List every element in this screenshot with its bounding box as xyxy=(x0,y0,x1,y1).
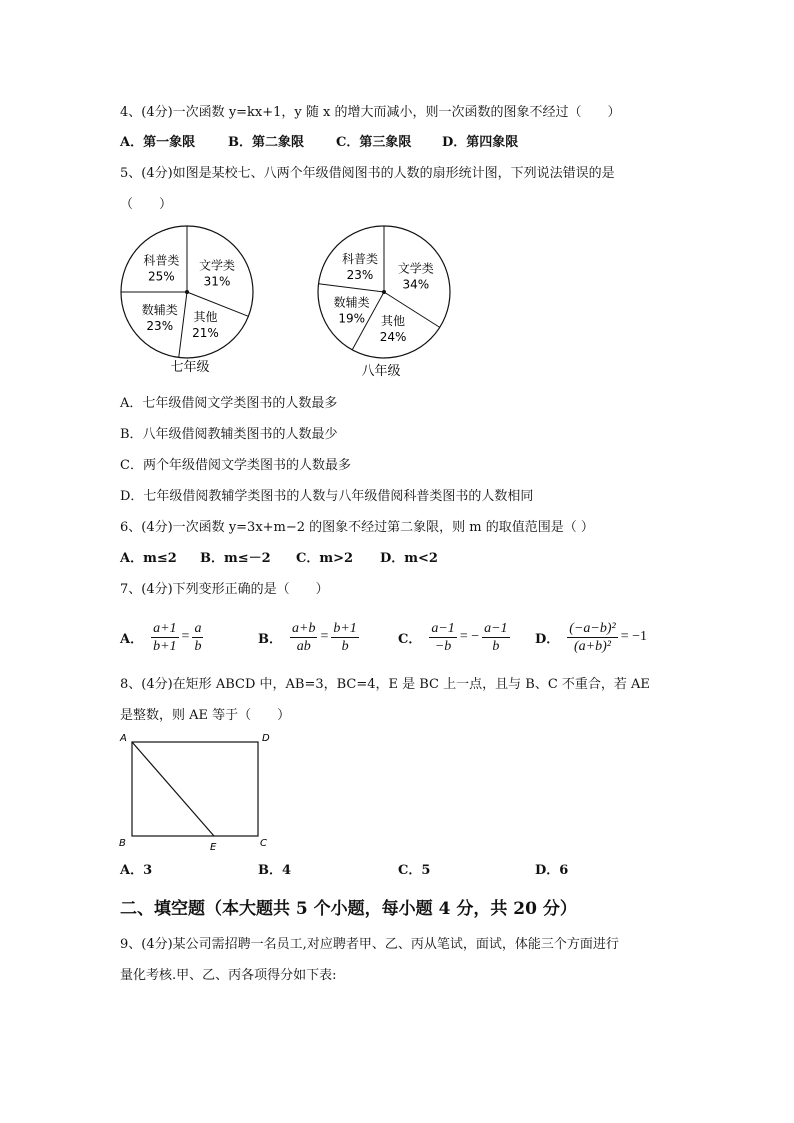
fraction xyxy=(567,620,617,655)
q5-stem-line1: 5、(4分)如图是某校七、八两个年级借阅图书的人数的扇形统计图，下列说法错误的是 xyxy=(120,166,615,181)
q5-stem-line2: （ ） xyxy=(120,197,173,212)
denominator: b xyxy=(492,638,500,654)
q8-option-d: D．6 xyxy=(535,863,569,878)
slice-value-other: 24% xyxy=(379,330,407,345)
q4-option-a: A．第一象限 xyxy=(120,135,196,150)
q5-option-c: C．两个年级借阅文学类图书的人数最多 xyxy=(120,458,351,473)
pie-center-dot xyxy=(382,290,386,294)
equals-sign: = xyxy=(181,629,190,644)
point-label-c: C xyxy=(260,838,267,849)
section-heading: 二、填空题（本大题共 5 个小题，每小题 4 分，共 20 分） xyxy=(120,899,577,919)
fraction xyxy=(192,620,203,655)
q7-options xyxy=(120,616,680,658)
numerator: a xyxy=(194,620,202,636)
pie-chart-grade7 xyxy=(121,226,253,375)
point-label-e: E xyxy=(210,842,217,852)
q4-option-d: D．第四象限 xyxy=(442,135,519,150)
slice-label-tutoring: 数辅类 xyxy=(141,303,178,318)
q5-option-a: A．七年级借阅文学类图书的人数最多 xyxy=(120,396,338,411)
q8-option-c: C．5 xyxy=(398,863,431,878)
slice-value-other: 21% xyxy=(192,326,219,341)
fraction xyxy=(331,620,358,655)
denominator: ab xyxy=(296,638,311,654)
numerator: a+b xyxy=(292,620,316,636)
equals-sign: = −1 xyxy=(620,629,647,644)
pie-charts xyxy=(0,222,794,392)
denominator: b xyxy=(194,638,202,654)
slice-label-literature: 文学类 xyxy=(199,258,236,273)
q8-stem-line1: 8、(4分)在矩形 ABCD 中，AB=3，BC=4，E 是 BC 上一点，且与 B、C 不重合，若 AE xyxy=(120,677,650,692)
q6-stem: 6、(4分)一次函数 y=3x+m−2 的图象不经过第二象限，则 m 的取值范围是（ ） xyxy=(120,520,594,535)
q6-options xyxy=(120,550,520,568)
point-label-a: A xyxy=(120,733,127,744)
q7-label-d: D． xyxy=(535,631,560,647)
slice-value-tutoring: 19% xyxy=(338,311,365,326)
slice-value-literature: 31% xyxy=(203,274,231,289)
q7-option-c xyxy=(398,616,510,658)
q6-option-a: A．m≤2 xyxy=(120,551,177,566)
q8-option-a: A．3 xyxy=(120,863,153,878)
equals-sign: = − xyxy=(459,629,480,644)
slice-value-literature: 34% xyxy=(402,277,430,292)
q8-stem-line2: 是整数，则 AE 等于（ ） xyxy=(120,708,291,723)
slice-label-other: 其他 xyxy=(381,314,406,329)
rectangle-abcd xyxy=(132,742,258,836)
segment-ae xyxy=(132,742,214,836)
pie-chart-grade8 xyxy=(318,226,450,379)
denominator: −b xyxy=(434,638,452,654)
slice-label-tutoring: 数辅类 xyxy=(333,295,370,310)
numerator: a−1 xyxy=(484,620,508,636)
q5-option-d: D．七年级借阅教辅学类图书的人数与八年级借阅科普类图书的人数相同 xyxy=(120,489,534,504)
fraction xyxy=(151,620,178,655)
q7-label-c: C． xyxy=(398,631,422,647)
slice-label-literature: 文学类 xyxy=(397,261,434,276)
denominator: b+1 xyxy=(153,638,177,654)
pie-center-dot xyxy=(185,290,189,294)
q7-option-b xyxy=(258,616,359,658)
slice-label-other: 其他 xyxy=(193,310,218,325)
q7-option-a xyxy=(120,616,203,658)
q7-option-d xyxy=(535,616,650,658)
point-label-b: B xyxy=(119,838,126,849)
q6-option-d: D．m<2 xyxy=(380,551,438,566)
slice-value-tutoring: 23% xyxy=(146,319,174,334)
q4-option-b: B．第二象限 xyxy=(228,135,304,150)
q6-option-c: C．m>2 xyxy=(296,551,354,566)
rectangle-diagram xyxy=(110,730,290,852)
q4-stem: 4、(4分)一次函数 y=kx+1，y 随 x 的增大而减小，则一次函数的图象不经过（ ） xyxy=(120,105,621,120)
q7-stem: 7、(4分)下列变形正确的是（ ） xyxy=(120,582,329,597)
fraction xyxy=(429,620,456,655)
slice-value-science: 23% xyxy=(346,267,374,282)
q7-label-a: A． xyxy=(120,631,144,647)
fraction xyxy=(290,620,317,655)
q7-label-b: B． xyxy=(258,631,282,647)
slice-label-science: 科普类 xyxy=(143,253,180,268)
q8-option-b: B．4 xyxy=(258,863,292,878)
numerator: b+1 xyxy=(333,620,357,636)
numerator: (−a−b)² xyxy=(569,620,616,636)
equals-sign: = xyxy=(320,629,329,644)
pie-title: 八年级 xyxy=(361,364,401,379)
slice-label-science: 科普类 xyxy=(341,251,379,266)
q4-options xyxy=(120,134,680,152)
q5-option-b: B．八年级借阅教辅类图书的人数最少 xyxy=(120,427,338,442)
denominator: b xyxy=(341,638,349,654)
q9-stem-line2: 量化考核.甲、乙、丙各项得分如下表: xyxy=(120,968,337,983)
q4-option-c: C．第三象限 xyxy=(336,135,412,150)
numerator: a+1 xyxy=(153,620,177,636)
q6-option-b: B．m≤－2 xyxy=(200,551,271,566)
pie-title: 七年级 xyxy=(170,360,210,375)
q9-stem-line1: 9、(4分)某公司需招聘一名员工,对应聘者甲、乙、丙从笔试，面试，体能三个方面进行 xyxy=(120,937,619,952)
q8-options xyxy=(120,862,680,880)
point-label-d: D xyxy=(262,733,270,744)
numerator: a−1 xyxy=(431,620,455,636)
denominator: (a+b)² xyxy=(574,638,611,654)
fraction xyxy=(482,620,509,655)
slice-value-science: 25% xyxy=(147,269,175,284)
